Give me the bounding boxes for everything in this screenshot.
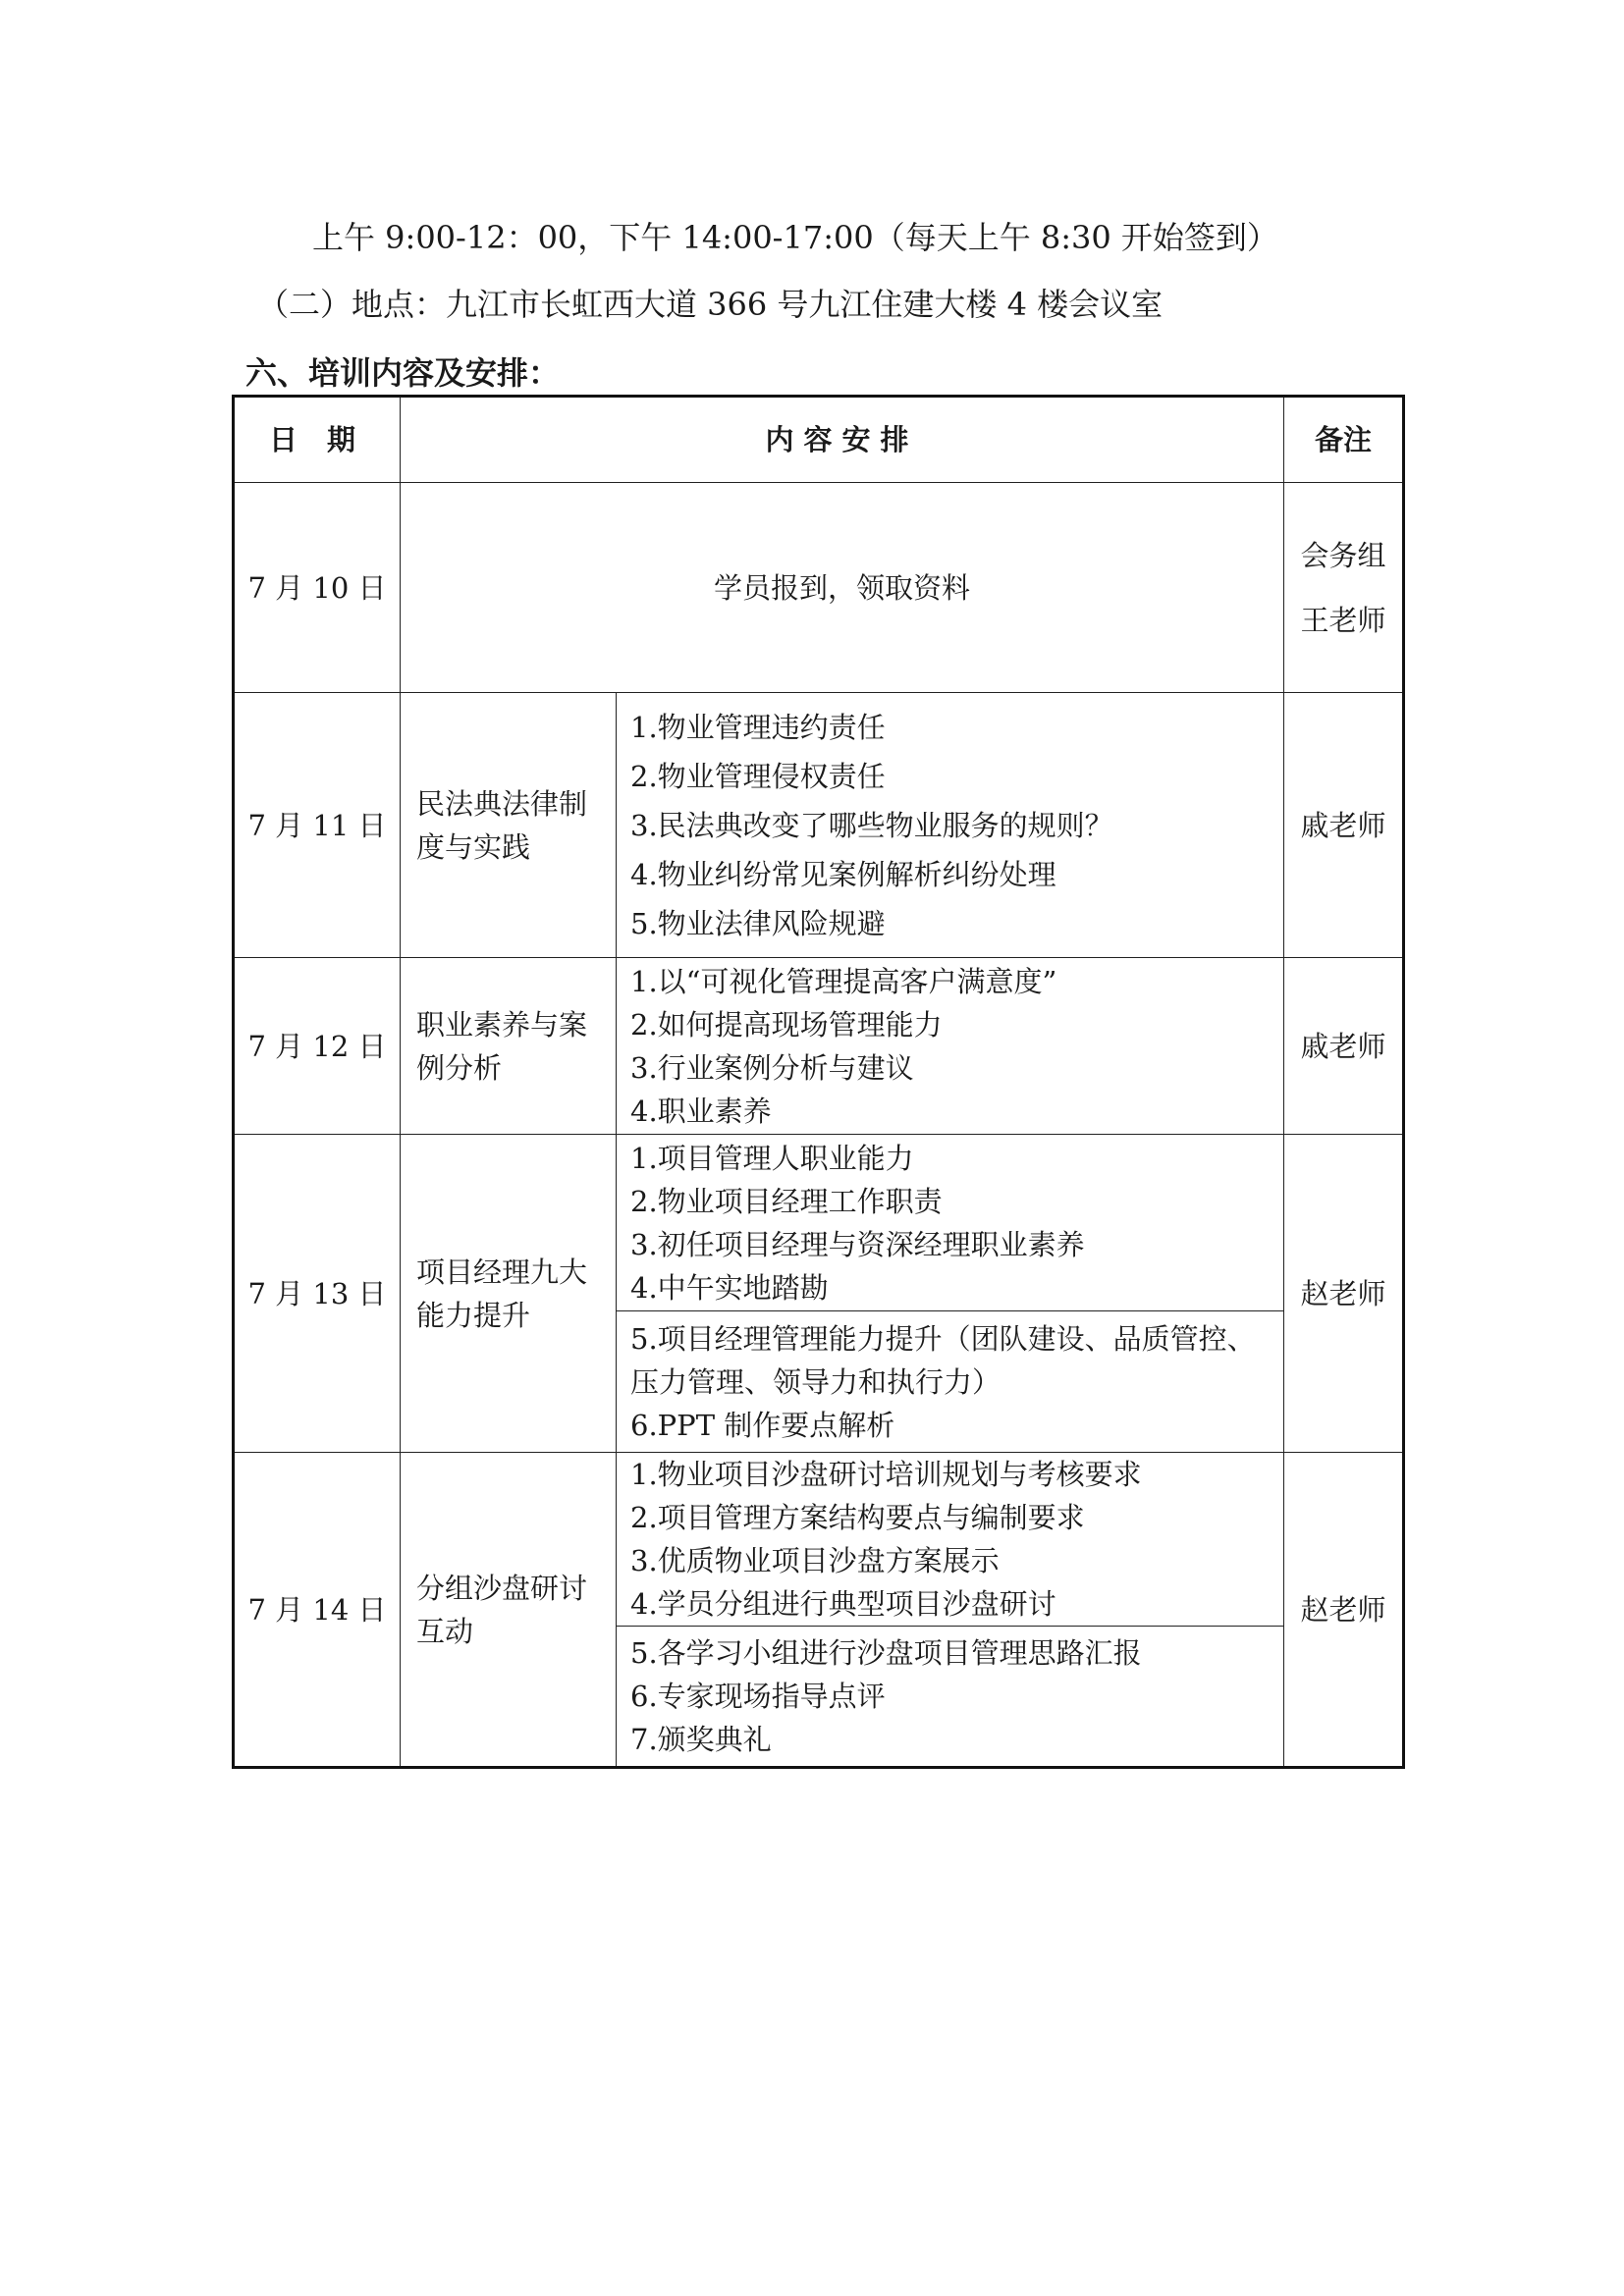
list-item: 7.颁奖典礼 [630, 1723, 772, 1756]
table-row [234, 958, 1404, 1135]
items-cell [617, 958, 1284, 1135]
note-cell [1284, 483, 1404, 693]
list-item: 4.职业素养 [630, 1094, 772, 1128]
topic-cell: 分组沙盘研讨互动 [401, 1453, 617, 1768]
topic-cell: 项目经理九大能力提升 [401, 1135, 617, 1453]
list-item: 6.专家现场指导点评 [630, 1680, 886, 1713]
date-cell: 7 月 12 日 [234, 958, 401, 1135]
topic-cell: 民法典法律制度与实践 [401, 693, 617, 958]
list-item: 1.项目管理人职业能力 [630, 1141, 914, 1175]
time-line: 上午 9:00-12：00，下午 14:00-17:00（每天上午 8:30 开始签到） [312, 219, 1278, 256]
list-item: 3.行业案例分析与建议 [630, 1050, 914, 1085]
header-content: 内容安排 [401, 397, 1284, 483]
list-item: 1.物业管理违约责任 [630, 710, 886, 744]
date-cell: 7 月 13 日 [234, 1135, 401, 1453]
topic-cell: 职业素养与案例分析 [401, 958, 617, 1135]
list-item: 3.初任项目经理与资深经理职业素养 [630, 1227, 1085, 1261]
items-cell [617, 1627, 1284, 1768]
note-cell: 赵老师 [1284, 1135, 1404, 1453]
date-cell: 7 月 11 日 [234, 693, 401, 958]
section-title: 六、培训内容及安排： [245, 354, 561, 392]
note-cell: 赵老师 [1284, 1453, 1404, 1768]
list-item: 5.物业法律风险规避 [630, 906, 886, 940]
list-item: 5.项目经理管理能力提升（团队建设、品质管控、 [630, 1321, 1256, 1356]
note-line: 王老师 [1300, 603, 1386, 637]
items-cell [617, 693, 1284, 958]
content-cell: 学员报到，领取资料 [401, 483, 1284, 693]
list-item: 2.如何提高现场管理能力 [630, 1007, 943, 1041]
table-row [234, 1453, 1404, 1627]
list-item: 2.物业管理侵权责任 [630, 759, 886, 793]
list-item: 压力管理、领导力和执行力） [630, 1364, 1001, 1399]
note-cell: 戚老师 [1284, 958, 1404, 1135]
items-cell [617, 1135, 1284, 1311]
list-item: 1.物业项目沙盘研讨培训规划与考核要求 [630, 1458, 1142, 1491]
items-cell [617, 1453, 1284, 1627]
table-row [234, 483, 1404, 693]
place-line: （二）地点：九江市长虹西大道 366 号九江住建大楼 4 楼会议室 [257, 286, 1164, 323]
list-item: 4.物业纠纷常见案例解析纠纷处理 [630, 857, 1056, 891]
items-cell [617, 1311, 1284, 1453]
schedule-table [232, 395, 1405, 1769]
note-cell: 戚老师 [1284, 693, 1404, 958]
header-row [234, 397, 1404, 483]
header-date: 日 期 [234, 397, 401, 483]
list-item: 3.优质物业项目沙盘方案展示 [630, 1544, 1000, 1577]
list-item: 3.民法典改变了哪些物业服务的规则？ [630, 808, 1113, 842]
table-row [234, 1135, 1404, 1311]
date-cell: 7 月 10 日 [234, 483, 401, 693]
header-note: 备注 [1284, 397, 1404, 483]
list-item: 4.中午实地踏勘 [630, 1270, 829, 1305]
list-item: 5.各学习小组进行沙盘项目管理思路汇报 [630, 1636, 1142, 1670]
list-item: 2.物业项目经理工作职责 [630, 1184, 943, 1218]
table-row [234, 693, 1404, 958]
list-item: 6.PPT 制作要点解析 [630, 1408, 895, 1442]
list-item: 4.学员分组进行典型项目沙盘研讨 [630, 1587, 1056, 1621]
note-line: 会务组 [1300, 538, 1386, 572]
list-item: 2.项目管理方案结构要点与编制要求 [630, 1501, 1085, 1534]
date-cell: 7 月 14 日 [234, 1453, 401, 1768]
list-item: 1.以“可视化管理提高客户满意度” [630, 964, 1057, 998]
